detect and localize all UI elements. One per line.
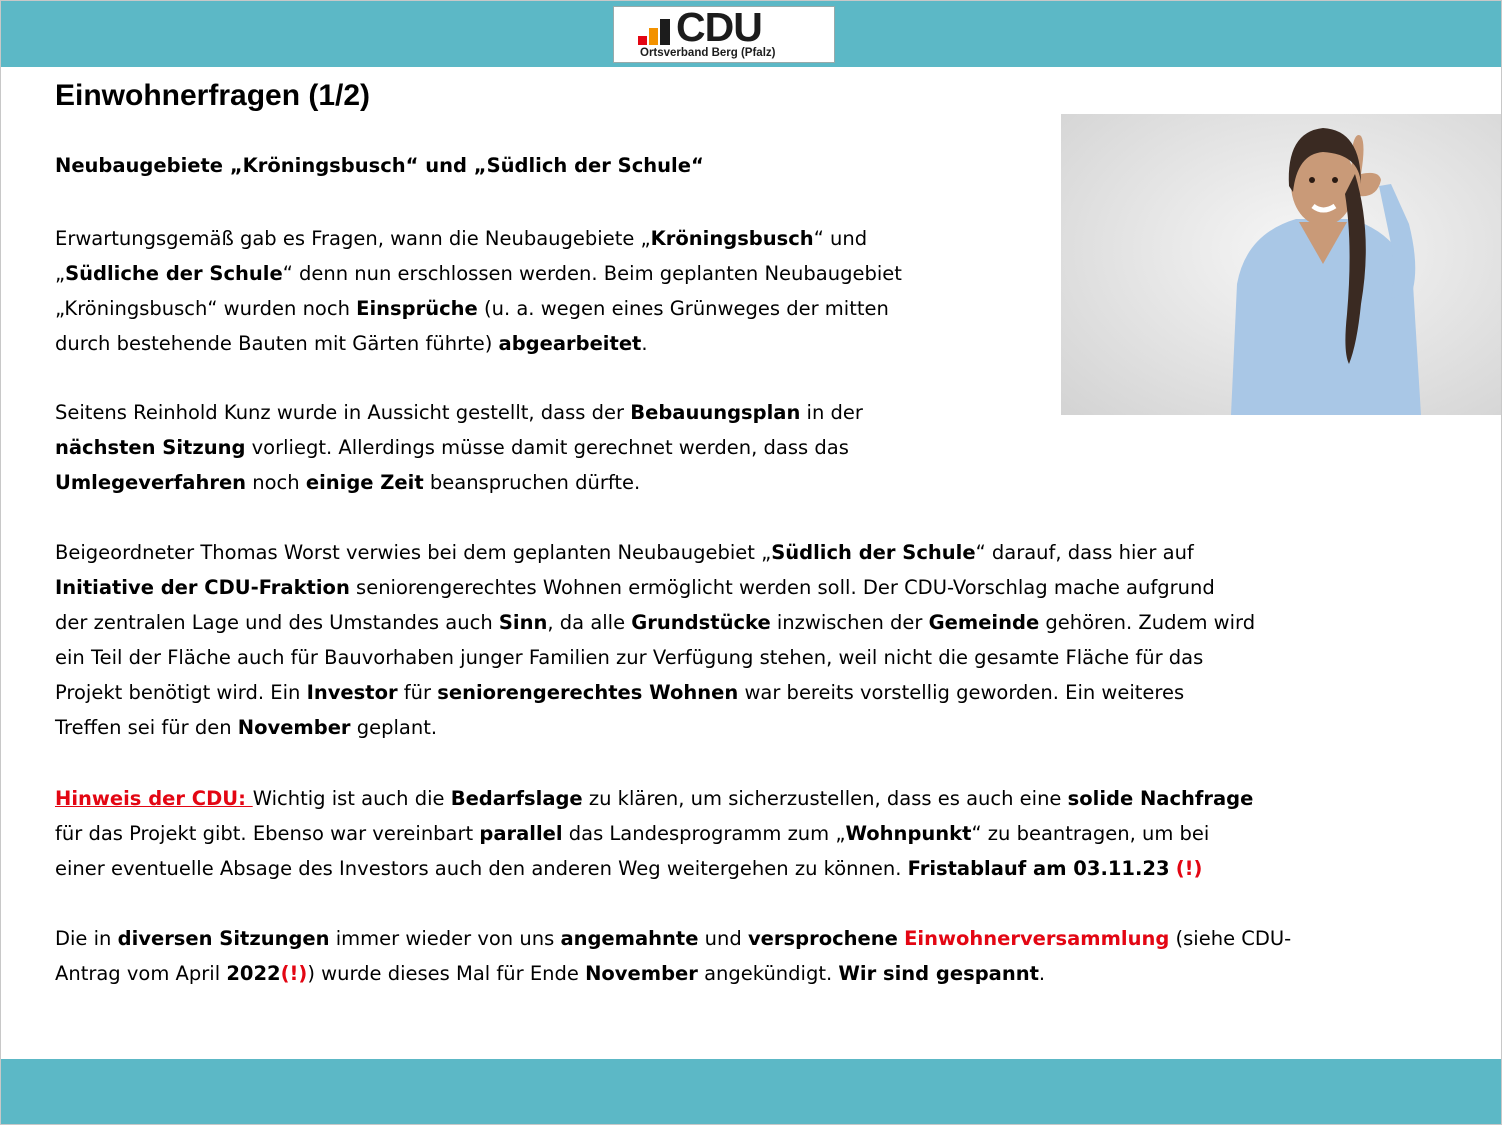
paragraph-2: Seitens Reinhold Kunz wurde in Aussicht gestellt, dass der Bebauungsplan in der nächsten Sitzung vorliegt. Allerdings müsse damit gerechnet werden, dass das Umlegeverfahren noch einige Zeit beanspruchen dürfte. [55, 401, 863, 494]
paragraph-3: Beigeordneter Thomas Worst verwies bei dem geplanten Neubaugebiet „Südlich der Schule“ darauf, dass hier auf Initiative der CDU-Fraktion seniorengerechtes Wohnen ermöglicht werden soll. Der CDU-Vorschlag mache aufgrund der zentralen Lage und des Umstandes auch Sinn, da alle Grundstücke inzwischen der Gemeinde gehören. Zudem wird ein Teil der Fläche auch für Bauvorhaben junger Familien zur Verfügung stehen, weil nicht die gesamte Fläche für das Projekt benötigt wird. Ein Investor für seniorengerechtes Wohnen war bereits vorstellig geworden. Ein weiteres Treffen sei für den November geplant. [55, 541, 1256, 739]
logo-subtitle: Ortsverband Berg (Pfalz) [640, 47, 776, 59]
page-title: Einwohnerfragen (1/2) [55, 79, 371, 112]
woman-raising-finger-photo [1061, 114, 1502, 415]
cdu-bars-icon [636, 17, 674, 45]
footer-band [1, 1059, 1501, 1124]
paragraph-4: Hinweis der CDU: Wichtig ist auch die Bedarfslage zu klären, um sicherzustellen, dass es auch eine solide Nachfrage für das Projekt gibt. Ebenso war vereinbart parallel das Landesprogramm zum „Wohnpunkt“ zu beantragen, um bei einer eventuelle Absage des Investors auch den anderen Weg weitergehen zu können. Fristablauf am 03.11.23 (!) [55, 787, 1254, 880]
logo-bar-black [660, 19, 670, 45]
logo-bar-red [638, 36, 647, 45]
section-subtitle: Neubaugebiete „Kröningsbusch“ und „Südlich der Schule“ [55, 154, 704, 177]
logo-wordmark: CDU [676, 4, 762, 50]
cdu-logo [613, 6, 835, 63]
paragraph-5: Die in diversen Sitzungen immer wieder von uns angemahnte und versprochene Einwohnerversammlung (siehe CDU- Antrag vom April 2022(!)) wurde dieses Mal für Ende November angekündigt. Wir sind gespannt. [55, 927, 1292, 985]
cdu-hint-label: Hinweis der CDU: [55, 787, 253, 810]
paragraph-1: Erwartungsgemäß gab es Fragen, wann die Neubaugebiete „Kröningsbusch“ und „Südliche der Schule“ denn nun erschlossen werden. Beim geplanten Neubaugebiet „Kröningsbusch“ wurden noch Einsprüche (u. a. wegen eines Grünweges der mitten durch bestehende Bauten mit Gärten führte) abgearbeitet. [55, 227, 902, 355]
logo-bar-orange [649, 28, 658, 45]
